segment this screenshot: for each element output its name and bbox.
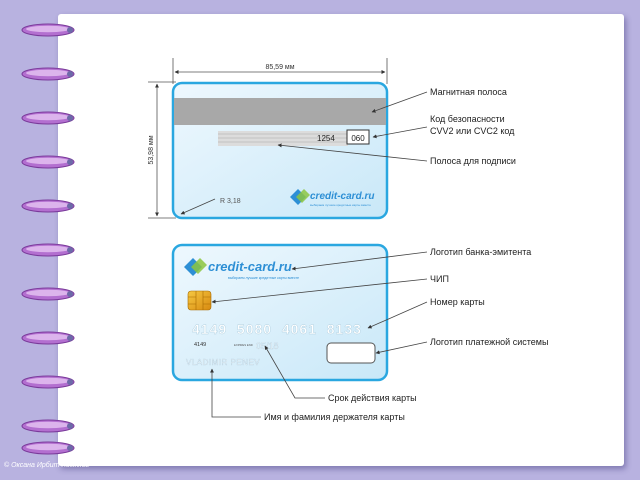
signature-number: 1254 <box>317 134 335 143</box>
radius-label: R 3,18 <box>220 198 241 205</box>
copyright: © Оксана Ирбит Хомяков <box>4 462 90 469</box>
card-number: 4149 5080 4061 8133 <box>192 321 362 337</box>
label-holder: Имя и фамилия держателя карты <box>264 412 405 422</box>
card-bin: 4149 <box>194 342 207 348</box>
label-security-code-2: CVV2 или CVC2 код <box>430 126 515 136</box>
label-payment-system: Логотип платежной системы <box>430 337 549 347</box>
width-label: 85,59 мм <box>265 64 295 71</box>
height-label: 53,98 мм <box>148 135 155 165</box>
payment-system-logo-placeholder <box>327 343 375 363</box>
expiry-caption: EXPIRES END <box>234 343 253 347</box>
label-validity: Срок действия карты <box>328 393 417 403</box>
holder-name: VLADIMIR PENEV <box>186 358 261 367</box>
label-card-number: Номер карты <box>430 297 485 307</box>
label-security-code-1: Код безопасности <box>430 114 505 124</box>
label-chip: ЧИП <box>430 274 449 284</box>
width-dimension <box>173 58 387 84</box>
signature-strip <box>218 131 348 146</box>
card-front <box>173 245 387 380</box>
brand-tagline-front: выбираем лучшие кредитные карты вместе <box>228 276 300 280</box>
label-issuer-logo: Логотип банка-эмитента <box>430 247 532 257</box>
label-magnetic-stripe: Магнитная полоса <box>430 87 507 97</box>
cvv-value: 060 <box>351 134 365 143</box>
label-signature-strip: Полоса для подписи <box>430 156 516 166</box>
expiry-date: 05/18 <box>256 341 279 351</box>
brand-text-back: credit-card.ru <box>310 191 375 202</box>
card-back <box>173 83 387 218</box>
brand-tagline-back: выбираем лучшие кредитные карты вместе <box>310 203 371 207</box>
magnetic-stripe <box>174 98 386 125</box>
brand-text-front: credit-card.ru <box>208 259 292 274</box>
chip <box>188 291 211 310</box>
